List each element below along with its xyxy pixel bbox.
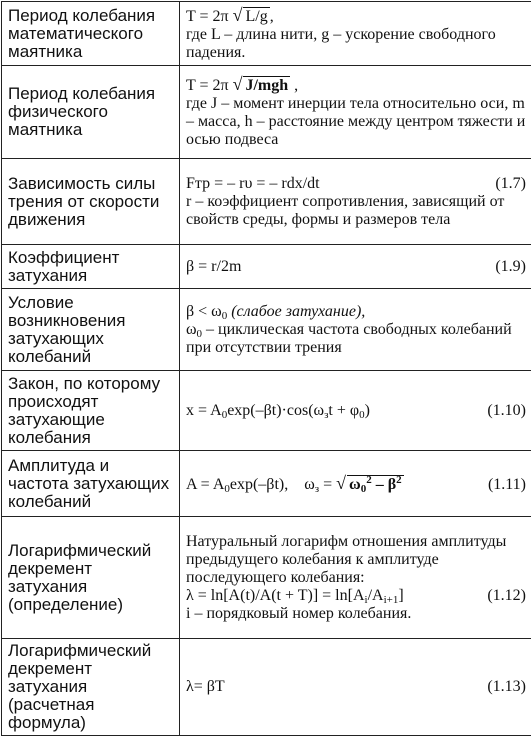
description: где J – момент инерции тела относительно оси, m – масса, h – расстояние между центром тяжести и осью подвеса: [186, 95, 526, 149]
equation-number: (1.11): [482, 476, 526, 494]
formula: β = r/2m: [186, 258, 241, 276]
row-content: [180, 517, 531, 639]
row-content: [180, 639, 531, 736]
formula: λ= βT: [186, 678, 225, 696]
description: r – коэффициент сопротивления, зависящий от свойств среды, формы и размеров тела: [186, 193, 526, 229]
formula: Fтр = – rυ = – rdx/dt: [186, 175, 320, 193]
row-content: [180, 159, 531, 245]
description: где L – длина нити, g – ускорение свободного падения.: [186, 26, 526, 62]
table-row: [2, 66, 531, 159]
formula-table: [1, 1, 531, 736]
equation-number: (1.10): [481, 402, 526, 420]
row-label: Период колебания математического маятника: [2, 2, 180, 66]
table-row: [2, 289, 531, 371]
row-label: Условие возникновения затухающих колебаний: [2, 289, 180, 371]
description: i – порядковый номер колебания.: [186, 605, 526, 623]
formula: T = 2π √ J/mgh ,: [186, 75, 526, 95]
row-content: [180, 371, 531, 451]
row-label: Период колебания физического маятника: [2, 66, 180, 159]
table-row: [2, 451, 531, 517]
sqrt-sign: √: [336, 473, 346, 493]
equation-number: (1.9): [489, 258, 526, 276]
row-label: Амплитуда и частота затухающих колебаний: [2, 451, 180, 517]
table-row: [2, 517, 531, 639]
formula: $\beta < \omega_0$ (слабое затухание),: [186, 303, 526, 321]
equation-number: (1.7): [489, 175, 526, 193]
row-content: [180, 2, 531, 66]
row-label: Логарифмический декремент затухания (расчетная формула): [2, 639, 180, 736]
row-label: Закон, по которому происходят затухающие колебания: [2, 371, 180, 451]
sqrt-sign: √: [233, 5, 243, 25]
description: Натуральный логарифм отношения амплитуды предыдущего колебания к амплитуде последующего колебания:: [186, 533, 526, 587]
row-content: [180, 289, 531, 371]
sqrt-sign: √: [233, 74, 243, 94]
row-label: Коэффициент затухания: [2, 245, 180, 289]
table-row: [2, 159, 531, 245]
table-row: [2, 2, 531, 66]
row-content: [180, 451, 531, 517]
description: $\omega_0$ – циклическая частота свободных колебаний при отсутствии трения: [186, 321, 526, 357]
row-label: Зависимость силы трения от скорости движения: [2, 159, 180, 245]
row-content: [180, 245, 531, 289]
equation-number: (1.13): [481, 678, 526, 696]
table-row: [2, 639, 531, 736]
row-content: [180, 66, 531, 159]
table-row: [2, 245, 531, 289]
row-label: Логарифмический декремент затухания (определение): [2, 517, 180, 639]
table-row: [2, 371, 531, 451]
formula: $\lambda = \ln[A(t)/A(t + T)] = \ln[A_i/A_{i+1}]$: [186, 587, 404, 605]
equation-number: (1.12): [481, 587, 526, 605]
formula: $A = A_0\exp(-\beta t)$, $\omega_з$ = √ $\omega_0^2 - \beta^2$: [186, 474, 404, 494]
formula: $x = A_0\exp(-\beta t)\cdot\cos(\omega_зt + \varphi_0)$: [186, 402, 370, 420]
formula: T = 2π √ L/g ,: [186, 6, 526, 26]
